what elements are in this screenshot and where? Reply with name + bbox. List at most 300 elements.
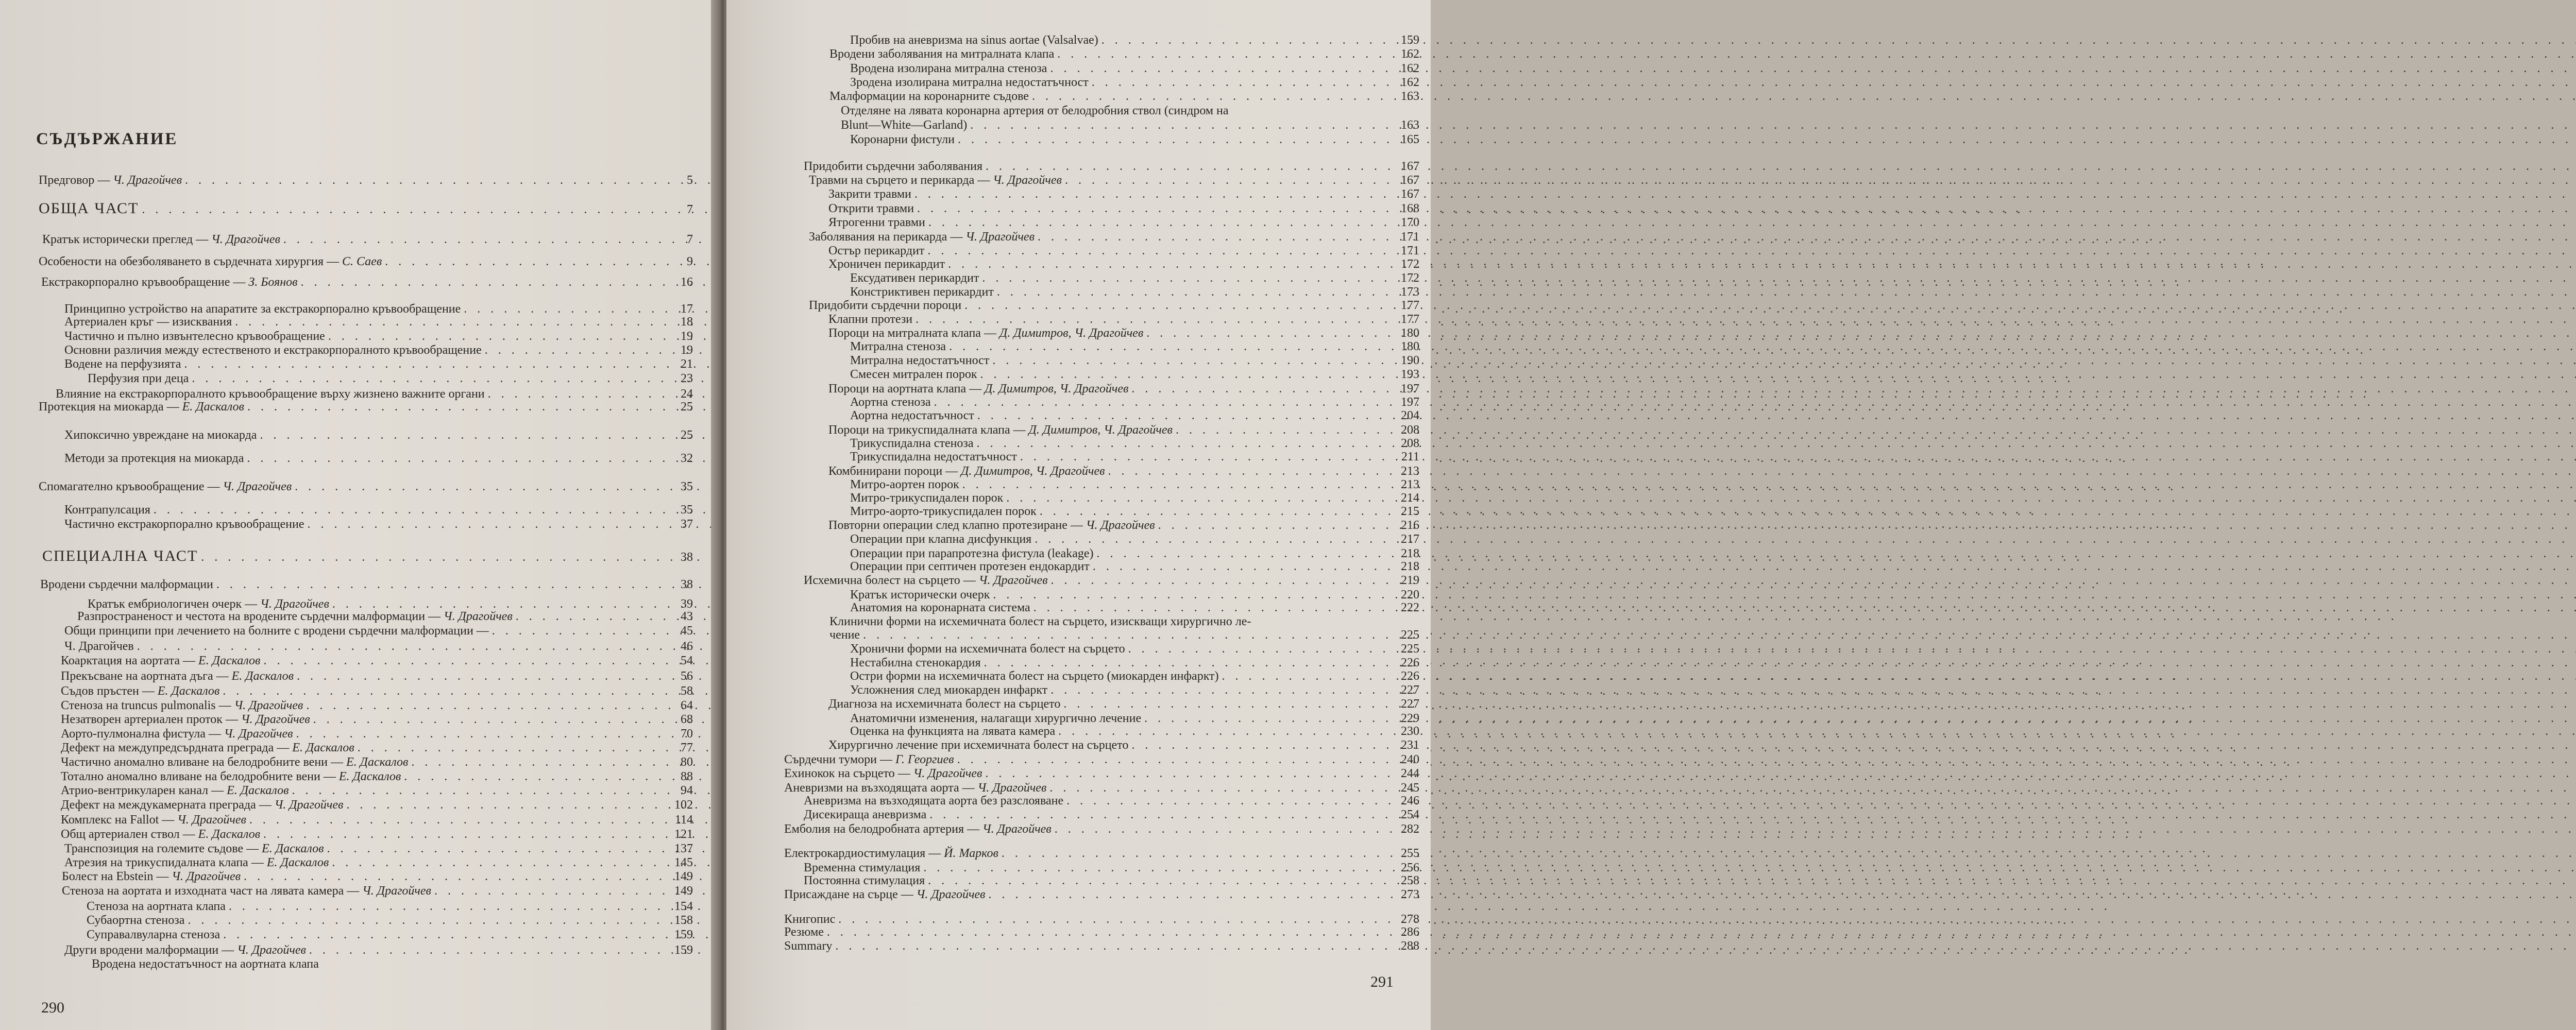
toc-entry-author: Е. Даскалов: [292, 741, 354, 754]
toc-entry: [828, 186, 1419, 202]
toc-entry-page: 7: [687, 203, 693, 216]
toc-leader-dots: [1092, 75, 1398, 90]
toc-entry-page: 288: [1401, 939, 1419, 953]
toc-entry-page: 193: [1401, 368, 1419, 381]
toc-entry-title: Предговор: [39, 174, 95, 187]
toc-entry-title: Ятрогенни травми: [828, 216, 925, 229]
toc-entry-author: Д. Димитров, Ч. Драгойчев: [961, 465, 1105, 478]
toc-entry-title: Аорто-пулмонална фистула: [61, 727, 206, 741]
toc-entry-page: 102: [674, 798, 693, 812]
toc-entry-author: Й. Марков: [944, 847, 998, 860]
toc-leader-dots: [1035, 531, 1398, 547]
toc-entry-author: Ч. Драгойчев: [241, 713, 310, 726]
toc-entry-page: 70: [681, 727, 693, 741]
toc-entry-author: Ч. Драгойчев: [224, 727, 293, 741]
toc-entry-title: Остър перикардит: [828, 244, 925, 258]
toc-leader-dots: [964, 298, 1398, 313]
toc-entry-title: СПЕЦИАЛНА ЧАСТ: [42, 547, 198, 564]
toc-leader-dots: [916, 312, 1398, 327]
toc-entry-title: Отделяне на лявата коронарна артерия от белодробния ствол (синдром на: [841, 104, 1229, 117]
toc-entry: [77, 609, 693, 624]
toc-entry-page: 21: [681, 357, 693, 371]
toc-entry-page: 37: [681, 518, 693, 531]
toc-entry-title: Методи за протекция на миокарда: [64, 452, 244, 465]
toc-entry-separator: —: [242, 597, 261, 611]
toc-entry-author: Е. Даскалов: [227, 784, 289, 797]
toc-entry-title: Общи принципи при лечението на болните с вродени сърдечни малформации —: [64, 624, 489, 638]
toc-entry-separator: —: [925, 847, 944, 860]
toc-entry: [841, 117, 1419, 133]
toc-entry-page: 145: [674, 856, 693, 869]
toc-entry-title: Операции при септичен протезен ендокардит: [850, 560, 1090, 573]
toc-entry-page: 35: [681, 480, 693, 493]
toc-entry-title: Резюме: [784, 925, 824, 939]
toc-entry-title: Операции при парапротезна фистула (leakage): [850, 547, 1094, 560]
toc-entry-title: Стеноза на аортата и изходната част на лявата камера: [62, 884, 344, 898]
toc-entry: [850, 531, 1419, 547]
toc-leader-dots: [297, 668, 677, 684]
toc-entry-page: 162: [1401, 62, 1419, 75]
toc-entry: [39, 254, 693, 269]
toc-entry-separator: —: [204, 480, 223, 493]
toc-entry-page: 18: [681, 315, 693, 329]
toc-entry-author: Ч. Драгойчев: [1086, 519, 1155, 532]
toc-entry: [784, 766, 1419, 781]
toc-entry: [828, 737, 1419, 753]
toc-entry: [64, 841, 693, 856]
toc-entry: [809, 298, 1419, 313]
toc-entry-title: Остри форми на исхемичната болест на сърцето (миокарден инфаркт): [850, 670, 1219, 683]
toc-entry-author: Ч. Драгойчев: [237, 943, 306, 957]
toc-entry: [850, 682, 1419, 698]
toc-leader-dots: [1063, 696, 1398, 712]
toc-entry-title: Анатомия на коронарната система: [850, 601, 1030, 614]
toc-entry-page: 16: [681, 276, 693, 289]
toc-entry: [809, 173, 1419, 188]
toc-entry-title: Болест на Ebstein: [62, 870, 154, 883]
toc-entry-page: 19: [681, 330, 693, 343]
toc-leader-dots: [263, 827, 671, 842]
toc-entry-author: Е. Даскалов: [262, 842, 324, 855]
toc-entry-title: Суправалвуларна стеноза: [87, 928, 221, 941]
toc-entry-author: Д. Димитров, Ч. Драгойчев: [999, 327, 1144, 340]
toc-entry-separator: —: [193, 233, 212, 246]
toc-entry: [64, 855, 693, 870]
toc-entry-separator: —: [877, 753, 896, 766]
toc-entry-title: Хронични форми на исхемичната болест на сърцето: [850, 642, 1125, 656]
toc-entry: [61, 812, 693, 828]
toc-entry-page: 64: [681, 699, 693, 712]
toc-entry-page: 121: [674, 828, 693, 841]
toc-entry-title: Дефект на междупредсърдната преграда: [61, 741, 274, 754]
toc-entry-separator: —: [179, 828, 198, 841]
toc-entry-separator: —: [159, 813, 178, 827]
toc-leader-dots: [1066, 793, 1398, 809]
toc-entry-title: Субаортна стеноза: [87, 914, 185, 927]
toc-entry-page: 159: [1401, 33, 1419, 47]
toc-entry-page: 39: [681, 597, 693, 611]
toc-entry-page: 32: [681, 452, 693, 465]
toc-entry-page: 170: [1401, 216, 1419, 229]
toc-entry-page: 180: [1401, 340, 1419, 353]
toc-entry-author: Е. Даскалов: [338, 770, 401, 783]
toc-entry-separator: —: [230, 276, 249, 289]
toc-leader-dots: [1050, 61, 1398, 76]
toc-entry: [828, 696, 1419, 712]
toc-leader-dots: [137, 639, 677, 654]
toc-leader-dots: [188, 913, 671, 928]
toc-entry-title: Електрокардиостимулация: [784, 847, 926, 860]
toc-entry-separator: —: [180, 654, 199, 667]
toc-entry-page: 58: [681, 684, 693, 698]
toc-entry-separator: —: [1010, 423, 1029, 437]
right-toc: [726, 0, 1431, 1030]
toc-entry-page: 172: [1401, 258, 1419, 271]
toc-leader-dots: [301, 274, 677, 290]
toc-entry-author: Ч. Драгойчев: [978, 574, 1048, 587]
toc-entry-author: Е. Даскалов: [231, 670, 294, 683]
toc-entry: [64, 451, 693, 466]
toc-entry-separator: —: [248, 856, 267, 869]
toc-entry-page: 197: [1401, 396, 1419, 409]
toc-entry-page: 230: [1401, 725, 1419, 738]
toc-entry-title: Кратък исторически преглед: [42, 233, 193, 246]
toc-entry: [804, 807, 1419, 822]
toc-entry-title: Ехинокок на сърцето: [784, 767, 895, 780]
toc-entry: [64, 639, 693, 654]
toc-entry-title: Други вродени малформации: [64, 943, 219, 957]
toc-leader-dots: [235, 314, 677, 330]
toc-entry-page: 154: [674, 900, 693, 913]
toc-entry-title: Хипоксично увреждане на миокарда: [64, 428, 257, 442]
toc-entry-page: 163: [1401, 90, 1419, 103]
toc-entry: [804, 573, 1419, 588]
toc-entry-title: Атрио-вентрикуларен канал: [61, 784, 209, 797]
toc-entry: [829, 46, 1419, 62]
toc-entry: [64, 623, 693, 639]
toc-entry-title: Митрална недостатъчност: [850, 354, 990, 367]
toc-leader-dots: [980, 367, 1398, 382]
toc-entry: [88, 371, 693, 386]
toc-entry-title: Анатомични изменения, налагащи хирургично лечение: [850, 712, 1142, 725]
toc-entry: [40, 577, 693, 592]
toc-entry-page: 19: [681, 344, 693, 357]
toc-entry-page: 218: [1401, 547, 1419, 560]
toc-entry-title: Транспозиция на големите съдове: [64, 842, 244, 855]
toc-entry-title: Аортна стеноза: [850, 396, 931, 409]
toc-leader-dots: [949, 339, 1398, 354]
toc-entry: [61, 653, 693, 668]
toc-entry: [804, 873, 1419, 888]
toc-entry-title: Повторни операции след клапно протезиране: [828, 519, 1067, 532]
toc-entry: [784, 846, 1419, 861]
toc-leader-dots: [863, 627, 1398, 643]
toc-entry-page: 172: [1401, 271, 1419, 285]
toc-entry-separator: —: [94, 174, 113, 187]
toc-entry: [809, 229, 1419, 245]
toc-entry: [62, 869, 693, 884]
toc-entry: [829, 627, 1419, 643]
toc-entry-title: Закрити травми: [828, 187, 911, 201]
toc-entry-author: Е. Даскалов: [157, 684, 220, 698]
toc-entry-page: 213: [1401, 478, 1419, 491]
toc-leader-dots: [296, 726, 677, 742]
toc-entry-title: Вродени заболявания на митралната клапа: [829, 47, 1055, 61]
toc-entry-title: Blunt—White—Garland): [841, 118, 968, 132]
toc-entry: [784, 924, 1419, 940]
toc-leader-dots: [977, 408, 1398, 423]
toc-leader-dots: [216, 577, 677, 592]
toc-entry-page: 88: [681, 770, 693, 783]
toc-entry-separator: —: [964, 822, 983, 836]
left-toc: [0, 0, 719, 1030]
toc-leader-dots: [404, 769, 677, 784]
toc-entry-page: 68: [681, 713, 693, 726]
toc-leader-dots: [247, 399, 677, 415]
toc-leader-dots: [835, 938, 1398, 954]
toc-entry-title: Частично аномално вливане на белодробните вени: [61, 756, 328, 769]
toc-entry-author: Г. Георгиев: [895, 753, 954, 766]
toc-entry-author: Ч. Драгойчев: [260, 597, 329, 611]
toc-entry-author: Ч. Драгойчев: [362, 884, 431, 898]
toc-entry-author: Е. Даскалов: [182, 400, 244, 414]
toc-leader-dots: [244, 869, 671, 884]
toc-entry-separator: —: [894, 767, 913, 780]
toc-entry-page: 256: [1401, 861, 1419, 874]
toc-leader-dots: [914, 186, 1398, 202]
toc-entry-title: Влияние на екстракорпоралното кръвообращение върху жизнено важните органи: [56, 387, 485, 401]
toc-leader-dots: [992, 353, 1398, 368]
toc-entry-page: 173: [1401, 285, 1419, 299]
toc-entry-title: Тотално аномално вливане на белодробните вени: [61, 770, 320, 783]
toc-entry-page: 9: [687, 255, 693, 268]
toc-entry: [64, 427, 693, 443]
toc-entry: [784, 887, 1419, 902]
toc-leader-dots: [154, 502, 677, 518]
toc-entry-page: 23: [681, 372, 693, 385]
toc-leader-dots: [308, 517, 678, 532]
toc-entry-separator: —: [974, 174, 993, 187]
page-number-left: 290: [41, 999, 64, 1016]
toc-entry-page: 149: [674, 870, 693, 883]
toc-entry: [64, 314, 693, 330]
toc-entry-title: Травми на сърцето и перикарда: [809, 174, 975, 187]
toc-leader-dots: [928, 215, 1398, 230]
toc-leader-dots: [1065, 173, 1398, 188]
toc-entry-title: Сърдечни тумори: [784, 753, 877, 766]
toc-entry: [850, 668, 1419, 684]
toc-entry: [92, 956, 693, 972]
toc-entry-title: Трикуспидална стеноза: [850, 437, 974, 450]
toc-entry-title: Трикуспидална недостатъчност: [850, 450, 1017, 464]
toc-entry-page: 217: [1401, 533, 1419, 546]
toc-entry-page: 258: [1401, 874, 1419, 887]
toc-leader-dots: [142, 202, 684, 217]
toc-entry: [850, 408, 1419, 423]
toc-entry-author: Е. Даскалов: [198, 654, 261, 667]
toc-entry-title: Частично и пълно извънтелесно кръвообращение: [64, 330, 325, 343]
toc-entry: [828, 312, 1419, 327]
toc-leader-dots: [988, 887, 1398, 902]
toc-entry-title: Операции при клапна дисфункция: [850, 533, 1032, 546]
toc-entry-page: 165: [1401, 133, 1419, 146]
toc-leader-dots: [327, 841, 671, 856]
toc-title: СЪДЪРЖАНИЕ: [36, 130, 178, 148]
toc-entry-title: Прекъсване на аортната дъга: [61, 670, 213, 683]
toc-entry-page: 171: [1401, 244, 1419, 258]
toc-entry-page: 245: [1401, 781, 1419, 795]
toc-entry: [850, 270, 1419, 286]
toc-leader-dots: [929, 807, 1398, 822]
toc-entry: [804, 793, 1419, 809]
toc-entry: [829, 89, 1419, 104]
toc-entry-page: 197: [1401, 382, 1419, 396]
toc-entry-separator: —: [163, 400, 182, 414]
toc-entry-title: Придобити сърдечни пороци: [809, 299, 962, 312]
toc-leader-dots: [332, 855, 671, 870]
toc-entry-title: Кратък ембриологичен очерк: [88, 597, 242, 611]
toc-entry: [61, 740, 693, 756]
toc-leader-dots: [985, 766, 1398, 781]
toc-leader-dots: [957, 752, 1398, 767]
toc-entry-page: 227: [1401, 697, 1419, 711]
toc-entry: [850, 339, 1419, 354]
toc-entry-page: 282: [1401, 822, 1419, 836]
toc-leader-dots: [917, 201, 1398, 216]
toc-entry-page: 167: [1401, 174, 1419, 187]
toc-entry: [61, 726, 693, 742]
toc-entry-separator: —: [1067, 519, 1086, 532]
toc-entry-author: Ч. Драгойчев: [977, 781, 1047, 795]
toc-entry-page: 190: [1401, 354, 1419, 367]
toc-leader-dots: [1020, 449, 1398, 465]
toc-leader-dots: [948, 256, 1398, 272]
toc-entry-title: Перфузия при деца: [88, 372, 189, 385]
toc-entry-page: 25: [681, 428, 693, 442]
toc-entry-title: Принципно устройство на апаратите за екстракорпорално кръвообращение: [64, 302, 461, 316]
toc-entry-page: 167: [1401, 187, 1419, 201]
toc-entry: [64, 942, 693, 958]
toc-entry-separator: —: [215, 699, 234, 712]
toc-entry-page: 177: [1401, 313, 1419, 326]
toc-entry-separator: —: [213, 670, 232, 683]
toc-leader-dots: [313, 712, 677, 727]
toc-entry-page: 171: [1401, 230, 1419, 244]
toc-entry: [87, 899, 693, 914]
toc-entry: [39, 201, 693, 217]
toc-leader-dots: [411, 754, 677, 770]
toc-leader-dots: [292, 783, 677, 798]
toc-entry-page: 159: [674, 943, 693, 957]
toc-leader-dots: [1058, 724, 1398, 739]
toc-leader-dots: [309, 942, 671, 958]
toc-entry-author: З. Боянов: [248, 276, 298, 289]
toc-entry-page: 219: [1401, 574, 1419, 587]
toc-entry-title: Стеноза на truncus pulmonalis: [61, 699, 216, 712]
toc-entry: [64, 517, 693, 532]
toc-entry: [64, 356, 693, 372]
toc-entry-title: Коронарни фистули: [850, 133, 955, 146]
toc-entry-title: Митро-трикуспидален порок: [850, 491, 1004, 505]
toc-entry-separator: —: [942, 465, 961, 478]
toc-entry-title: Пороци на аортната клапа: [828, 382, 967, 396]
toc-entry-page: 225: [1401, 642, 1419, 656]
toc-entry-author: Д. Димитров, Ч. Драгойчев: [1028, 423, 1173, 437]
toc-entry-page: 168: [1401, 202, 1419, 215]
toc-entry-separator: —: [205, 727, 224, 741]
toc-entry-page: 211: [1401, 450, 1419, 464]
toc-entry-page: 167: [1401, 160, 1419, 173]
toc-entry-title: Малформации на коронарните съдове: [829, 90, 1029, 103]
toc-entry: [828, 518, 1419, 533]
toc-leader-dots: [1051, 573, 1398, 588]
toc-entry-title: чение: [829, 628, 860, 642]
toc-leader-dots: [1093, 559, 1398, 574]
toc-entry-title: Кратък исторически очерк: [850, 588, 990, 602]
toc-leader-dots: [358, 740, 677, 756]
toc-entry-title: Атрезия на трикуспидалната клапа: [64, 856, 248, 869]
toc-entry-separator: —: [274, 741, 293, 754]
toc-leader-dots: [385, 254, 684, 269]
toc-leader-dots: [223, 927, 671, 942]
toc-leader-dots: [958, 132, 1398, 147]
toc-entry-title: Вродени сърдечни малформации: [40, 578, 213, 591]
toc-entry-separator: —: [966, 382, 985, 396]
toc-entry-page: 216: [1401, 519, 1419, 532]
toc-entry: [850, 559, 1419, 574]
toc-entry-title: Протекция на миокарда: [39, 400, 164, 414]
toc-entry-page: 162: [1401, 47, 1419, 61]
toc-entry-title: Пробив на аневризма на sinus aortae (Valsalvae): [850, 33, 1098, 47]
toc-entry-title: Спомагателно кръвообращение: [39, 480, 205, 493]
toc-entry-page: 24: [681, 387, 693, 401]
toc-entry-title: Хирургично лечение при исхемичната болест на сърцето: [828, 739, 1129, 752]
toc-leader-dots: [260, 427, 677, 443]
toc-leader-dots: [1050, 682, 1398, 698]
toc-entry-title: Екстракорпорално кръвообращение: [41, 276, 230, 289]
toc-entry-separator: —: [218, 943, 238, 957]
toc-leader-dots: [492, 623, 677, 639]
toc-entry-title: ОБЩА ЧАСТ: [39, 200, 139, 217]
toc-entry-title: Заболявания на перикарда: [809, 230, 947, 244]
toc-entry-author: С. Саев: [342, 255, 382, 268]
toc-entry-page: 226: [1401, 656, 1419, 670]
toc-entry-page: 254: [1401, 808, 1419, 821]
toc-entry-page: 17: [681, 302, 693, 316]
toc-entry-separator: —: [947, 230, 966, 244]
toc-entry: [61, 712, 693, 727]
toc-entry-title: Диагноза на исхемичната болест на сърцето: [828, 697, 1061, 711]
toc-entry: [61, 754, 693, 770]
toc-entry-author: Ч. Драгойчев: [913, 767, 982, 780]
toc-entry-author: Ч. Драгойчев: [965, 230, 1035, 244]
toc-entry-separator: —: [324, 255, 342, 268]
toc-leader-dots: [928, 873, 1398, 888]
toc-entry-title: Придобити сърдечни заболявания: [804, 160, 982, 173]
page-number-right: 291: [1370, 973, 1394, 990]
toc-entry: [41, 274, 693, 290]
toc-entry-title: Вродена недостатъчност на аортната клапа: [92, 957, 319, 971]
toc-entry: [64, 329, 693, 344]
toc-entry-author: Ч. Драгойчев: [211, 233, 280, 246]
toc-entry-page: 286: [1401, 925, 1419, 939]
toc-entry-page: 163: [1401, 118, 1419, 132]
toc-entry: [850, 724, 1419, 739]
toc-entry-separator: —: [320, 770, 339, 783]
toc-entry-title: Основни различия между естественото и екстракорпоралното кръвообращение: [64, 344, 482, 357]
toc-entry-page: 208: [1401, 423, 1419, 437]
toc-leader-dots: [229, 899, 671, 914]
